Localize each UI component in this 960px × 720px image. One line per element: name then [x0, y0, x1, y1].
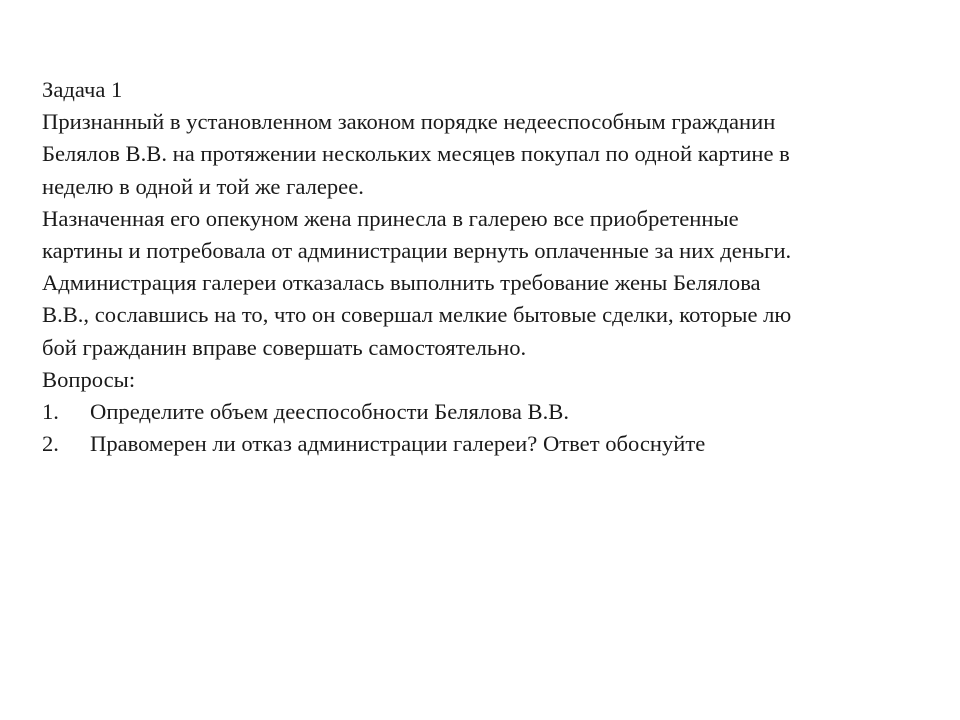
question-number: 2.: [42, 431, 59, 457]
questions-heading: Вопросы:: [42, 366, 136, 392]
task-title: Задача 1: [42, 77, 123, 102]
task-text-block: [42, 74, 942, 460]
question-text: Определите объем дееспособности Белялова В.В.: [90, 398, 569, 424]
question-item: [42, 428, 942, 460]
task-text-line: неделю в одной и той же галерее.: [42, 173, 364, 199]
task-text-line: Белялов В.В. на протяжении нескольких месяцев покупал по одной картине в: [42, 141, 790, 167]
question-number: 1.: [42, 398, 59, 424]
task-text-line: картины и потребовала от администрации вернуть оплаченные за них деньги.: [42, 237, 792, 263]
task-text-line: бой гражданин вправе совершать самостоятельно.: [42, 334, 527, 360]
question-text: Правомерен ли отказ администрации галереи? Ответ обоснуйте: [90, 431, 706, 457]
task-text-line: Назначенная его опекуном жена принесла в галерею все приобретенные: [42, 205, 739, 231]
task-text-line: Признанный в установленном законом порядке недееспособным гражданин: [42, 109, 776, 135]
task-text-line: Администрация галереи отказалась выполнить требование жены Белялова: [42, 270, 761, 296]
task-text-line: В.В., сославшись на то, что он совершал мелкие бытовые сделки, которые лю: [42, 302, 792, 328]
question-item: [42, 396, 942, 428]
